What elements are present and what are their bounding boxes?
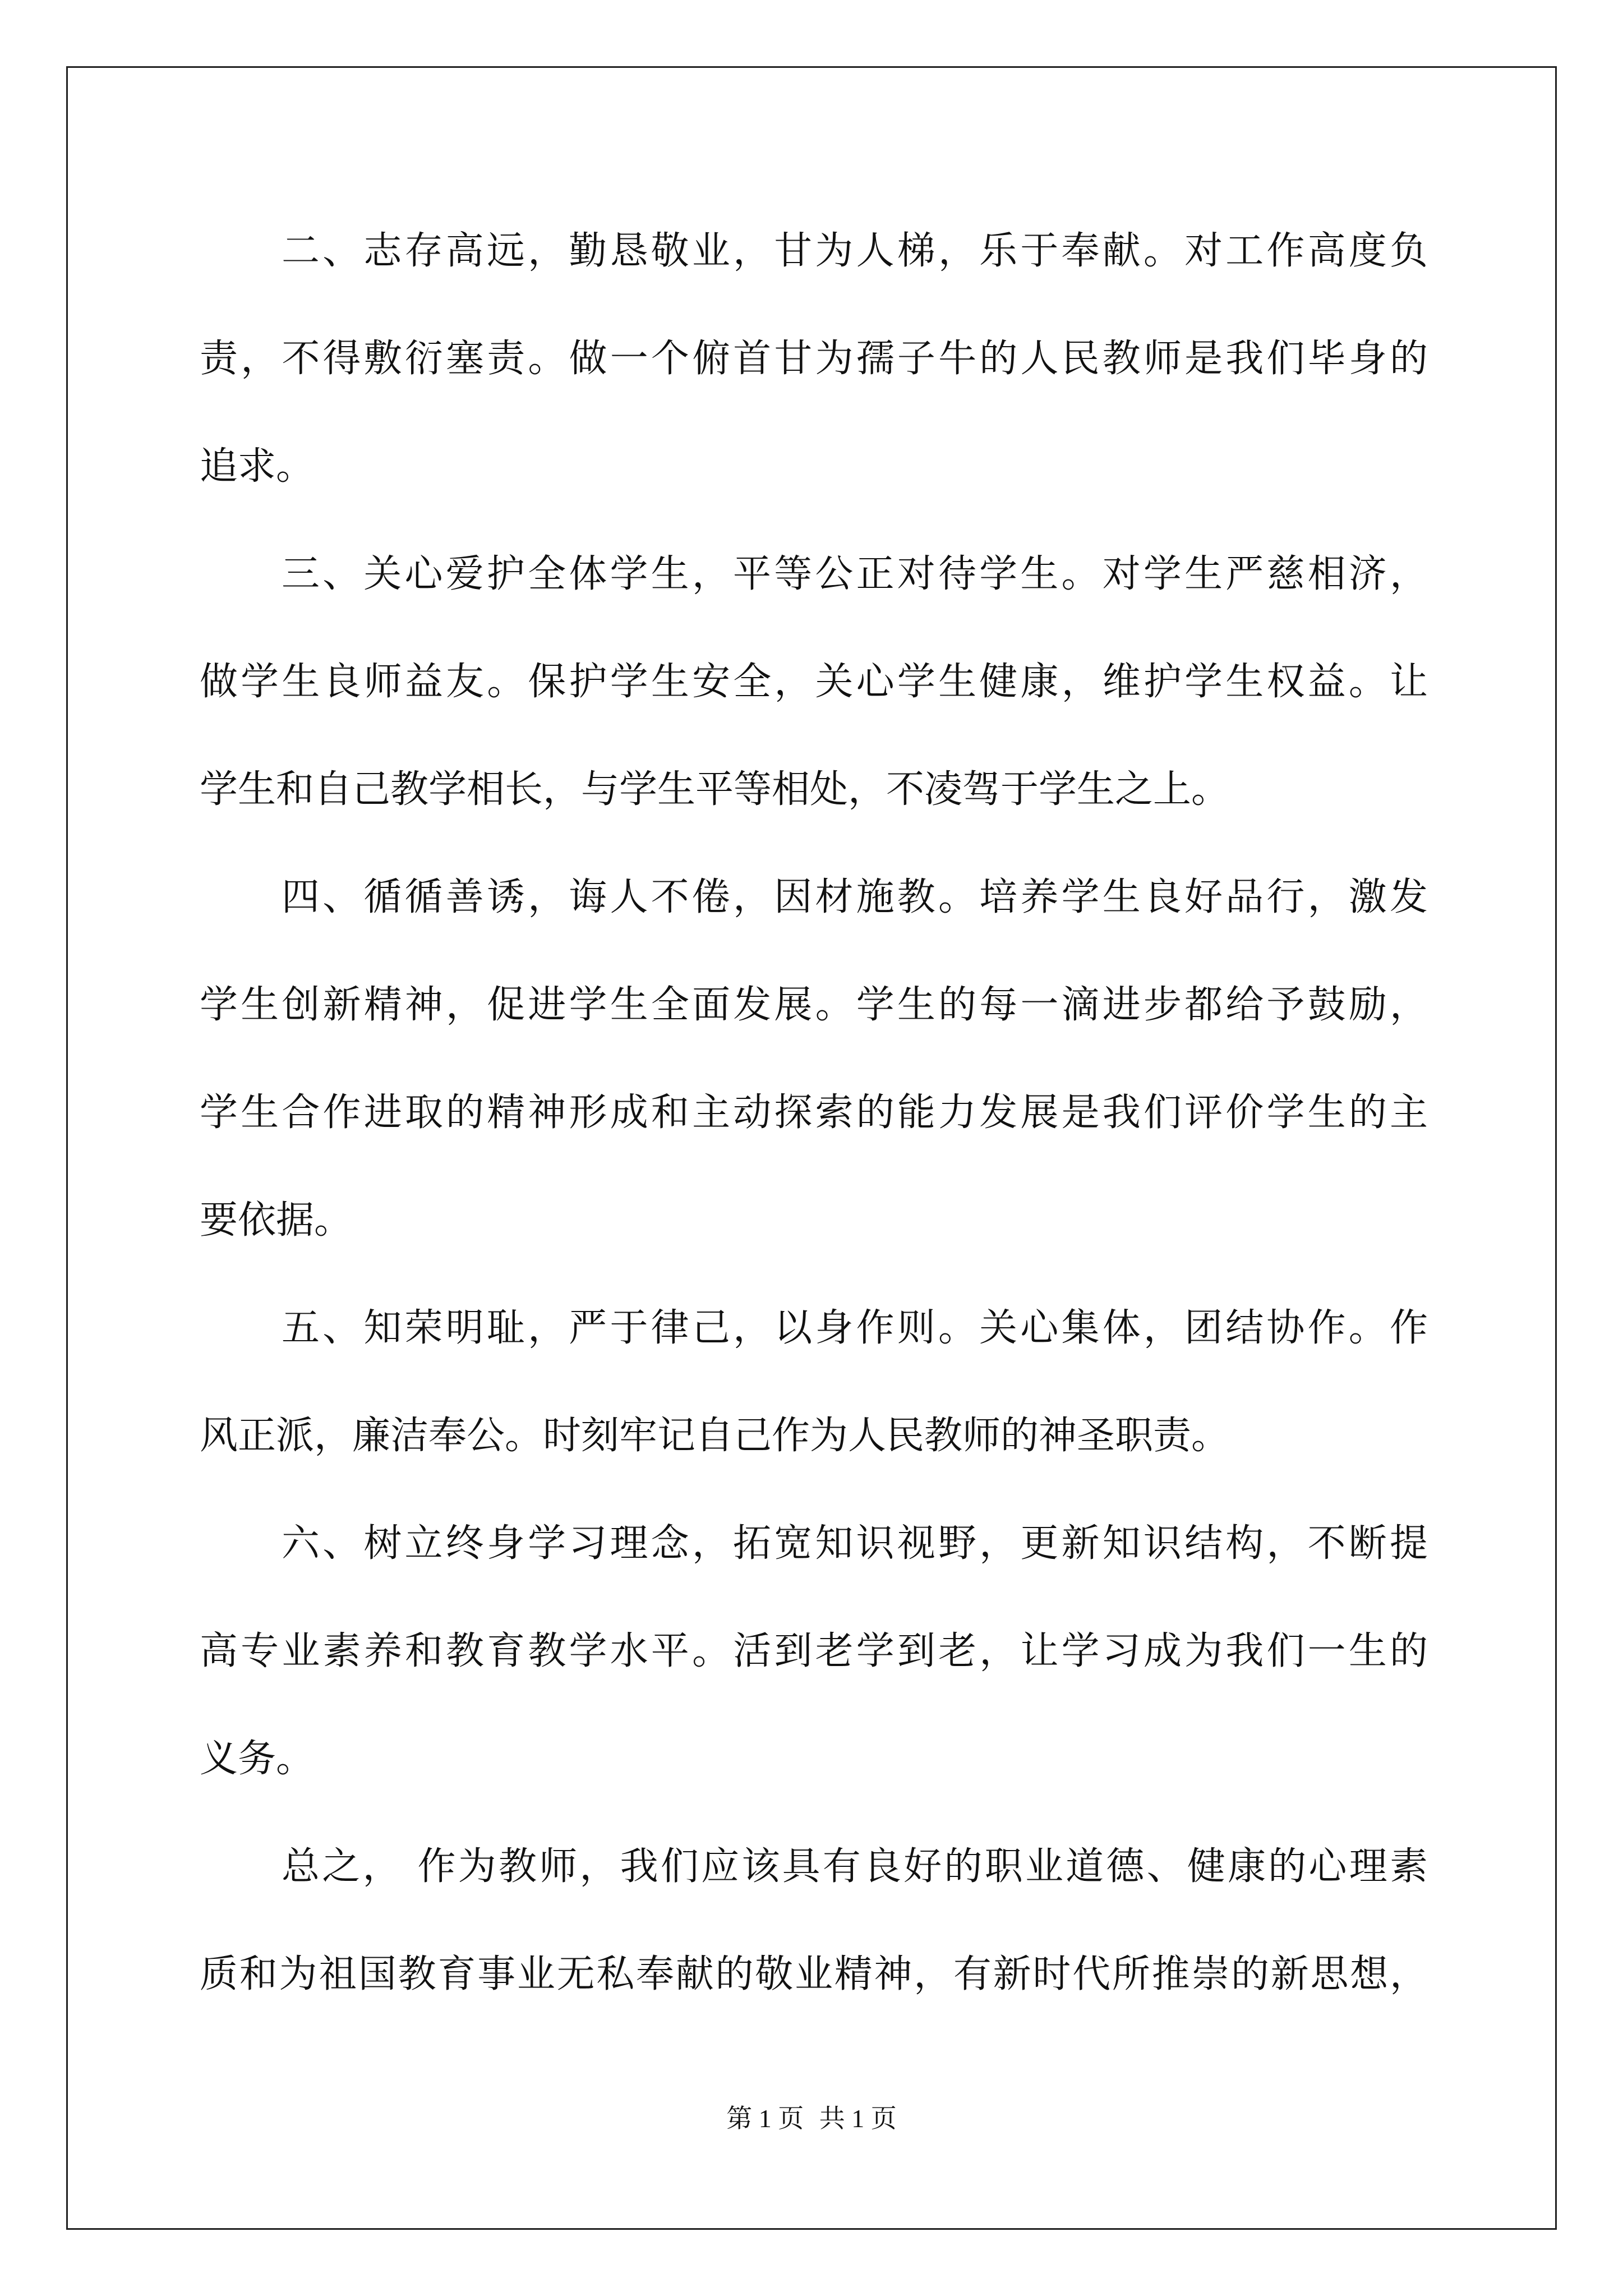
text-line: 六、树立终身学习理念，拓宽知识视野，更新知识结构，不断提: [282, 1521, 1428, 1566]
paragraph-conclusion: [200, 1833, 1428, 2049]
text-line: 质和为祖国教育事业无私奉献的敬业精神，有新时代所推崇的新思想，: [200, 1952, 1428, 1996]
text-line: 风正派，廉洁奉公。时刻牢记自己作为人民教师的神圣职责。: [200, 1414, 1230, 1458]
paragraph-6: [200, 1510, 1428, 1833]
page-number: 第 1 页: [726, 2104, 804, 2133]
text-line: 总之， 作为教师，我们应该具有良好的职业道德、健康的心理素: [282, 1844, 1428, 1889]
text-line: 高专业素养和教育教学水平。活到老学到老，让学习成为我们一生的: [200, 1629, 1428, 1673]
text-line: 学生和自己教学相长，与学生平等相处，不凌驾于学生之上。: [200, 767, 1230, 812]
text-line: 义务。: [200, 1737, 315, 1781]
text-line: 二、志存高远，勤恳敬业，甘为人梯，乐于奉献。对工作高度负: [282, 229, 1428, 273]
page-footer: [0, 2098, 1623, 2135]
text-line: 三、关心爱护全体学生，平等公正对待学生。对学生严慈相济，: [282, 552, 1428, 596]
paragraph-4: [200, 864, 1428, 1295]
paragraph-2: [200, 218, 1428, 541]
page-total: 共 1 页: [819, 2104, 897, 2133]
text-line: 学生创新精神，促进学生全面发展。学生的每一滴进步都给予鼓励，: [200, 983, 1428, 1027]
text-line: 五、知荣明耻，严于律己，以身作则。关心集体，团结协作。作: [282, 1306, 1428, 1350]
text-line: 学生合作进取的精神形成和主动探索的能力发展是我们评价学生的主: [200, 1091, 1428, 1135]
document-body: [200, 218, 1428, 2049]
text-line: 追求。: [200, 444, 315, 489]
paragraph-5: [200, 1295, 1428, 1510]
text-line: 要依据。: [200, 1198, 353, 1243]
text-line: 四、循循善诱，诲人不倦，因材施教。培养学生良好品行，激发: [282, 875, 1428, 919]
text-line: 做学生良师益友。保护学生安全，关心学生健康，维护学生权益。让: [200, 660, 1428, 704]
text-line: 责，不得敷衍塞责。做一个俯首甘为孺子牛的人民教师是我们毕身的: [200, 337, 1428, 381]
paragraph-3: [200, 541, 1428, 864]
